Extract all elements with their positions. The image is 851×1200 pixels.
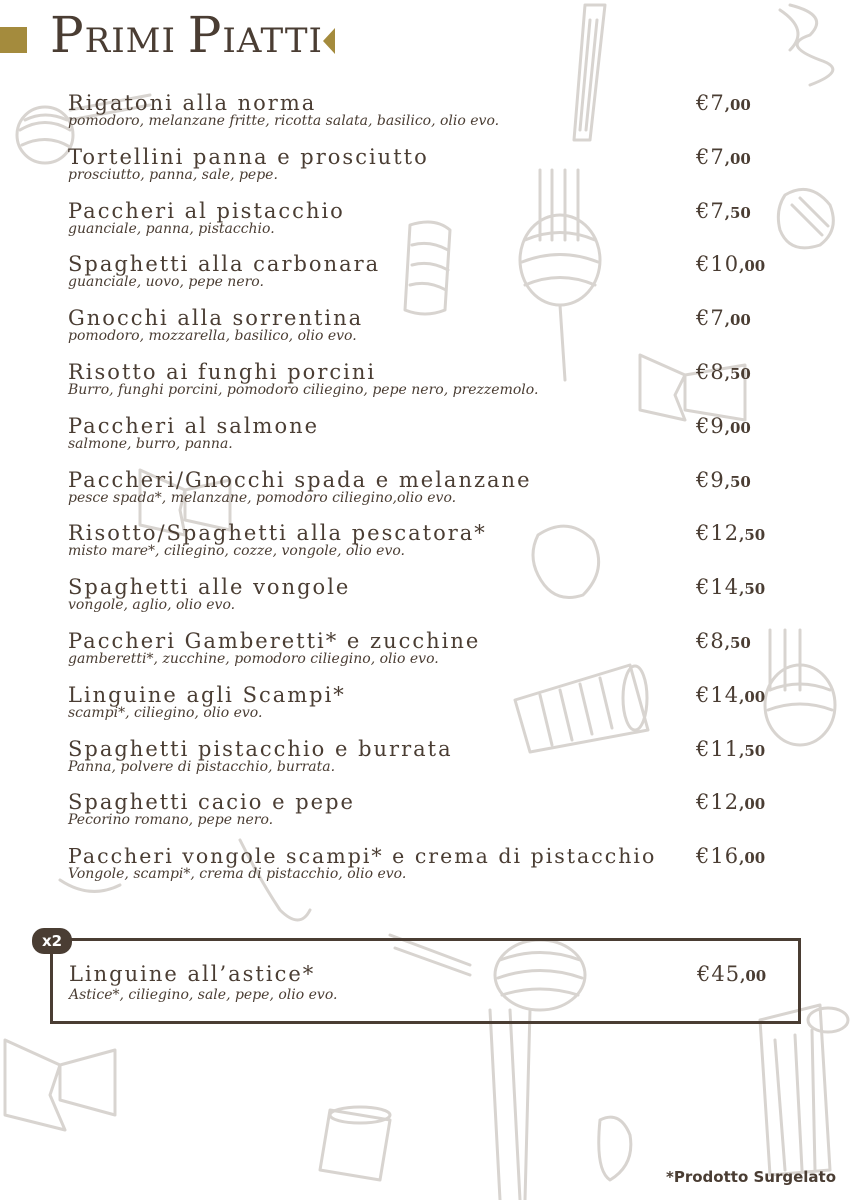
price-integer: 7 <box>710 198 725 223</box>
currency-symbol: € <box>696 359 711 384</box>
currency-symbol: € <box>696 682 711 707</box>
title-word-rest: IATTI <box>222 21 323 61</box>
header-arrow-icon <box>323 28 335 54</box>
dish-name: Spaghetti cacio e pepe <box>68 790 355 815</box>
dish-price <box>696 520 765 548</box>
dish-name: Linguine agli Scampi* <box>68 682 346 707</box>
header-accent-square <box>0 27 27 53</box>
dish-ingredients: vongole, aglio, olio evo. <box>68 597 236 614</box>
currency-symbol: € <box>696 413 711 438</box>
dish-ingredients: Vongole, scampi*, crema di pistacchio, olio evo. <box>68 866 407 883</box>
currency-symbol: € <box>696 628 711 653</box>
price-integer: 9 <box>710 413 725 438</box>
frozen-product-footnote: *Prodotto Surgelato <box>666 1168 836 1186</box>
dish-price <box>696 90 751 118</box>
menu-item <box>68 359 788 413</box>
dish-ingredients: pomodoro, mozzarella, basilico, olio evo. <box>68 328 357 345</box>
dish-name: Spaghetti pistacchio e burrata <box>68 736 453 761</box>
dish-price <box>696 359 751 387</box>
price-decimal: ,00 <box>739 795 766 814</box>
dish-ingredients: Pecorino romano, pepe nero. <box>68 812 274 829</box>
menu-item <box>68 467 788 521</box>
dish-price <box>696 413 751 441</box>
dish-ingredients: Astice*, ciliegino, sale, pepe, olio evo. <box>69 987 338 1003</box>
dish-ingredients: pesce spada*, melanzane, pomodoro ciliegino,olio evo. <box>68 489 457 506</box>
dish-price <box>696 843 765 871</box>
price-integer: 8 <box>710 628 725 653</box>
dish-ingredients: Panna, polvere di pistacchio, burrata. <box>68 758 336 775</box>
price-integer: 14 <box>710 575 740 600</box>
price-integer: 7 <box>710 91 725 115</box>
price-decimal: ,50 <box>724 364 751 383</box>
dish-name: Paccheri Gamberetti* e zucchine <box>68 628 481 653</box>
price-integer: 12 <box>710 790 740 815</box>
price-integer: 11 <box>710 736 740 761</box>
currency-symbol: € <box>696 575 711 600</box>
currency-symbol: € <box>696 844 711 869</box>
price-decimal: ,00 <box>724 418 751 437</box>
currency-symbol: € <box>696 144 711 169</box>
dish-ingredients: prosciutto, panna, sale, pepe. <box>68 166 278 183</box>
dish-price <box>696 305 751 333</box>
price-integer: 8 <box>710 359 725 384</box>
price-decimal: ,00 <box>740 967 767 985</box>
dish-ingredients: salmone, burro, panna. <box>68 435 233 452</box>
price-decimal: ,50 <box>724 472 751 491</box>
price-integer: 14 <box>710 682 740 707</box>
price-integer: 16 <box>710 844 740 869</box>
title-initial: P <box>187 6 223 64</box>
dish-price <box>696 198 751 226</box>
currency-symbol: € <box>696 790 711 815</box>
menu-item <box>68 198 788 252</box>
special-dish-box <box>50 938 801 1024</box>
menu-item <box>68 305 788 359</box>
price-decimal: ,00 <box>739 257 766 276</box>
price-decimal: ,50 <box>724 203 751 222</box>
dish-ingredients: pomodoro, melanzane fritte, ricotta salata, basilico, olio evo. <box>68 113 500 129</box>
price-decimal: ,00 <box>724 149 751 168</box>
dish-name: Paccheri vongole scampi* e crema di pistacchio <box>68 844 657 869</box>
menu-item <box>68 736 788 790</box>
dish-price <box>696 467 751 495</box>
menu-item <box>68 251 788 305</box>
dish-price <box>696 251 765 279</box>
currency-symbol: € <box>696 252 711 277</box>
price-decimal: ,50 <box>739 580 766 599</box>
dish-name: Risotto ai funghi porcini <box>68 359 377 384</box>
dish-name: Paccheri/Gnocchi spada e melanzane <box>68 467 532 492</box>
price-integer: 10 <box>710 252 740 277</box>
price-integer: 9 <box>710 467 725 492</box>
menu-item <box>68 682 788 736</box>
menu-item <box>68 789 788 843</box>
dish-price <box>696 628 751 656</box>
price-integer: 7 <box>710 306 725 331</box>
menu-list <box>68 90 788 897</box>
price-decimal: ,50 <box>724 633 751 652</box>
currency-symbol: € <box>697 962 712 986</box>
currency-symbol: € <box>696 306 711 331</box>
price-decimal: ,00 <box>739 687 766 706</box>
dish-ingredients: scampi*, ciliegino, olio evo. <box>68 704 263 721</box>
currency-symbol: € <box>696 467 711 492</box>
currency-symbol: € <box>696 736 711 761</box>
dish-ingredients: gamberetti*, zucchine, pomodoro ciliegino, olio evo. <box>68 650 439 667</box>
price-decimal: ,00 <box>739 849 766 868</box>
currency-symbol: € <box>696 521 711 546</box>
currency-symbol: € <box>696 91 711 115</box>
price-decimal: ,00 <box>724 96 751 114</box>
dish-ingredients: Burro, funghi porcini, pomodoro ciliegino, pepe nero, prezzemolo. <box>68 381 539 398</box>
menu-item <box>68 520 788 574</box>
price-decimal: ,50 <box>739 741 766 760</box>
dish-name: Linguine all’astice* <box>69 962 316 986</box>
price-integer: 7 <box>710 144 725 169</box>
price-integer: 12 <box>710 521 740 546</box>
menu-item <box>68 90 788 144</box>
dish-ingredients: guanciale, panna, pistacchio. <box>68 220 275 237</box>
price-decimal: ,50 <box>739 526 766 545</box>
title-word-rest: RIMI <box>84 21 176 61</box>
dish-name: Gnocchi alla sorrentina <box>68 306 364 331</box>
dish-price <box>696 574 765 602</box>
dish-name: Rigatoni alla norma <box>68 91 317 115</box>
price-decimal: ,00 <box>724 311 751 330</box>
menu-item <box>68 144 788 198</box>
dish-name: Tortellini panna e prosciutto <box>68 144 429 169</box>
serves-two-badge: x2 <box>32 928 72 954</box>
dish-price <box>696 789 765 817</box>
dish-name: Paccheri al salmone <box>68 413 320 438</box>
title-initial: P <box>50 6 85 64</box>
dish-price <box>697 961 766 989</box>
currency-symbol: € <box>696 198 711 223</box>
dish-price <box>696 736 765 764</box>
menu-item <box>68 413 788 467</box>
dish-ingredients: guanciale, uovo, pepe nero. <box>68 274 264 291</box>
dish-name: Spaghetti alle vongole <box>68 575 351 600</box>
dish-name: Spaghetti alla carbonara <box>68 252 381 277</box>
price-integer: 45 <box>711 962 741 986</box>
dish-ingredients: misto mare*, ciliegino, cozze, vongole, olio evo. <box>68 543 405 560</box>
menu-item <box>68 843 788 897</box>
dish-name: Risotto/Spaghetti alla pescatora* <box>68 521 487 546</box>
dish-price <box>696 682 765 710</box>
menu-item <box>68 574 788 628</box>
dish-name: Paccheri al pistacchio <box>68 198 345 223</box>
dish-price <box>696 144 751 172</box>
page-title <box>50 6 323 64</box>
menu-item <box>68 628 788 682</box>
